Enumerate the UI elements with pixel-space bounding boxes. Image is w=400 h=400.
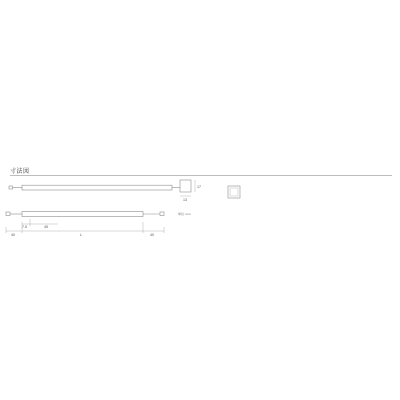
connector-right-bottom [160,212,164,216]
dim-section-height: 17 [197,185,201,189]
dim-offset-2: 45 [44,225,48,229]
unit-note: 単位: mm [178,212,191,216]
light-bar-top [22,185,172,190]
light-bar-bottom [22,212,143,217]
cross-section-view [180,180,201,202]
product-top-view [9,185,187,190]
section-title: 寸法図 [10,169,30,175]
end-cap-view [228,186,240,198]
connector-left-bottom [6,212,10,216]
dimension-lines [6,219,164,233]
end-cap-profile [228,186,240,198]
dim-lead-right: 40 [150,233,154,237]
connector-left-top [9,186,13,189]
dim-body-length: L [80,233,82,237]
dim-section-width: 13 [183,198,187,202]
dim-offset-1: 7.5 [22,225,27,229]
product-bottom-view [6,212,164,217]
dim-lead-left: 40 [11,233,15,237]
cross-section-profile [180,180,191,192]
